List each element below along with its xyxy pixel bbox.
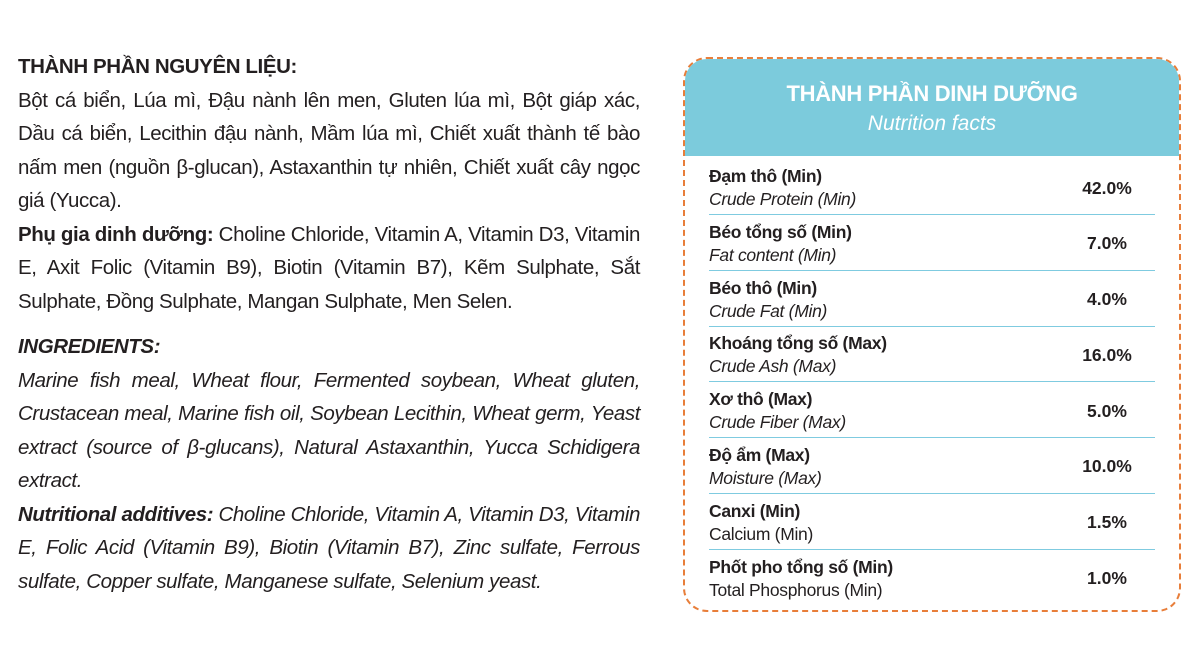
nutrition-subtitle: Nutrition facts (867, 112, 997, 135)
nutrition-row (709, 329, 1155, 382)
nutrition-row (709, 385, 1155, 438)
nutrient-value: 1.5% (1087, 512, 1127, 532)
nutrient-name-vn: Khoáng tổng số (Max) (709, 333, 887, 354)
vn-ingredients-list: Bột cá biển, Lúa mì, Đậu nành lên men, Gluten lúa mì, Bột giáp xác, Dầu cá biển, Lecithin đậu nành, Mầm lúa mì, Chiết xuất thành tế bào nấm men (nguồn β-glucan), Astaxanthin tự nhiên, Chiết xuất cây ngọc giá (Yucca). (18, 88, 640, 212)
vn-ingredients-heading: THÀNH PHẦN NGUYÊN LIỆU: (18, 55, 297, 78)
nutrition-rows (685, 156, 1179, 605)
nutrient-value: 42.0% (1082, 177, 1132, 198)
nutrient-name-en: Crude Fiber (Max) (709, 412, 846, 432)
nutrition-row (709, 274, 1155, 327)
nutrition-row (709, 497, 1155, 550)
section-gap (18, 318, 640, 330)
vn-additives-list: Choline Chloride, Vitamin A, Vitamin D3, Vitamin E, Axit Folic (Vitamin B9), Biotin (Vitamin B7), Kẽm Sulphate, Sắt Sulphate, Đồng Sulphate, Mangan Sulphate, Men Selen. (18, 222, 640, 313)
nutrient-name-en: Calcium (Min) (709, 523, 814, 544)
en-additives-paragraph (18, 498, 640, 599)
nutrient-name-en: Moisture (Max) (709, 467, 822, 488)
nutrition-row (709, 218, 1155, 271)
en-additives-list: Choline Chloride, Vitamin A, Vitamin D3, Vitamin E, Folic Acid (Vitamin B9), Biotin (Vitamin B7), Zinc sulfate, Ferrous sulfate, Copper sulfate, Manganese sulfate, Selenium yeast. (18, 502, 640, 593)
nutrient-name-vn: Đạm thô (Min) (709, 166, 822, 186)
nutrient-name-en: Total Phosphorus (Min) (709, 579, 883, 600)
nutrient-name-en: Crude Protein (Min) (709, 189, 856, 209)
nutrient-name-vn: Béo thô (Min) (709, 277, 817, 298)
nutrition-facts-panel (683, 57, 1181, 612)
en-additives-label: Nutritional additives: (18, 502, 214, 526)
nutrient-name-vn: Xơ thô (Max) (709, 389, 813, 409)
en-ingredients-heading: INGREDIENTS: (18, 335, 161, 358)
nutrition-title: THÀNH PHẦN DINH DƯỠNG (786, 81, 1078, 106)
nutrient-name-en: Fat content (Min) (709, 244, 837, 265)
en-ingredients-list: Marine fish meal, Wheat flour, Fermented soybean, Wheat gluten, Crustacean meal, Marine fish oil, Soybean Lecithin, Wheat germ, Yeast extract (source of β-glucans), Natural Astaxanthin, Yucca Schidigera extract. (18, 368, 640, 492)
vn-additives-label: Phụ gia dinh dưỡng: (18, 222, 214, 246)
nutrient-name-vn: Độ ẩm (Max) (709, 444, 810, 465)
nutrition-row (709, 162, 1155, 215)
nutrition-header (685, 59, 1179, 156)
vn-additives-paragraph (18, 218, 640, 319)
nutrient-name-vn: Canxi (Min) (709, 500, 801, 521)
nutrient-name-en: Crude Ash (Max) (709, 356, 837, 377)
nutrient-name-vn: Béo tổng số (Min) (709, 221, 852, 242)
ingredients-text-block (18, 50, 640, 598)
nutrient-value: 7.0% (1087, 233, 1127, 254)
nutrition-row (709, 552, 1155, 605)
nutrient-name-en: Crude Fat (Min) (709, 300, 828, 321)
nutrient-value: 5.0% (1087, 400, 1127, 421)
nutrient-name-vn: Phốt pho tổng số (Min) (709, 556, 893, 577)
nutrition-row (709, 441, 1155, 494)
nutrient-value: 1.0% (1087, 568, 1127, 589)
nutrient-value: 16.0% (1082, 344, 1132, 365)
nutrient-value: 4.0% (1087, 289, 1127, 309)
nutrient-value: 10.0% (1082, 456, 1132, 477)
